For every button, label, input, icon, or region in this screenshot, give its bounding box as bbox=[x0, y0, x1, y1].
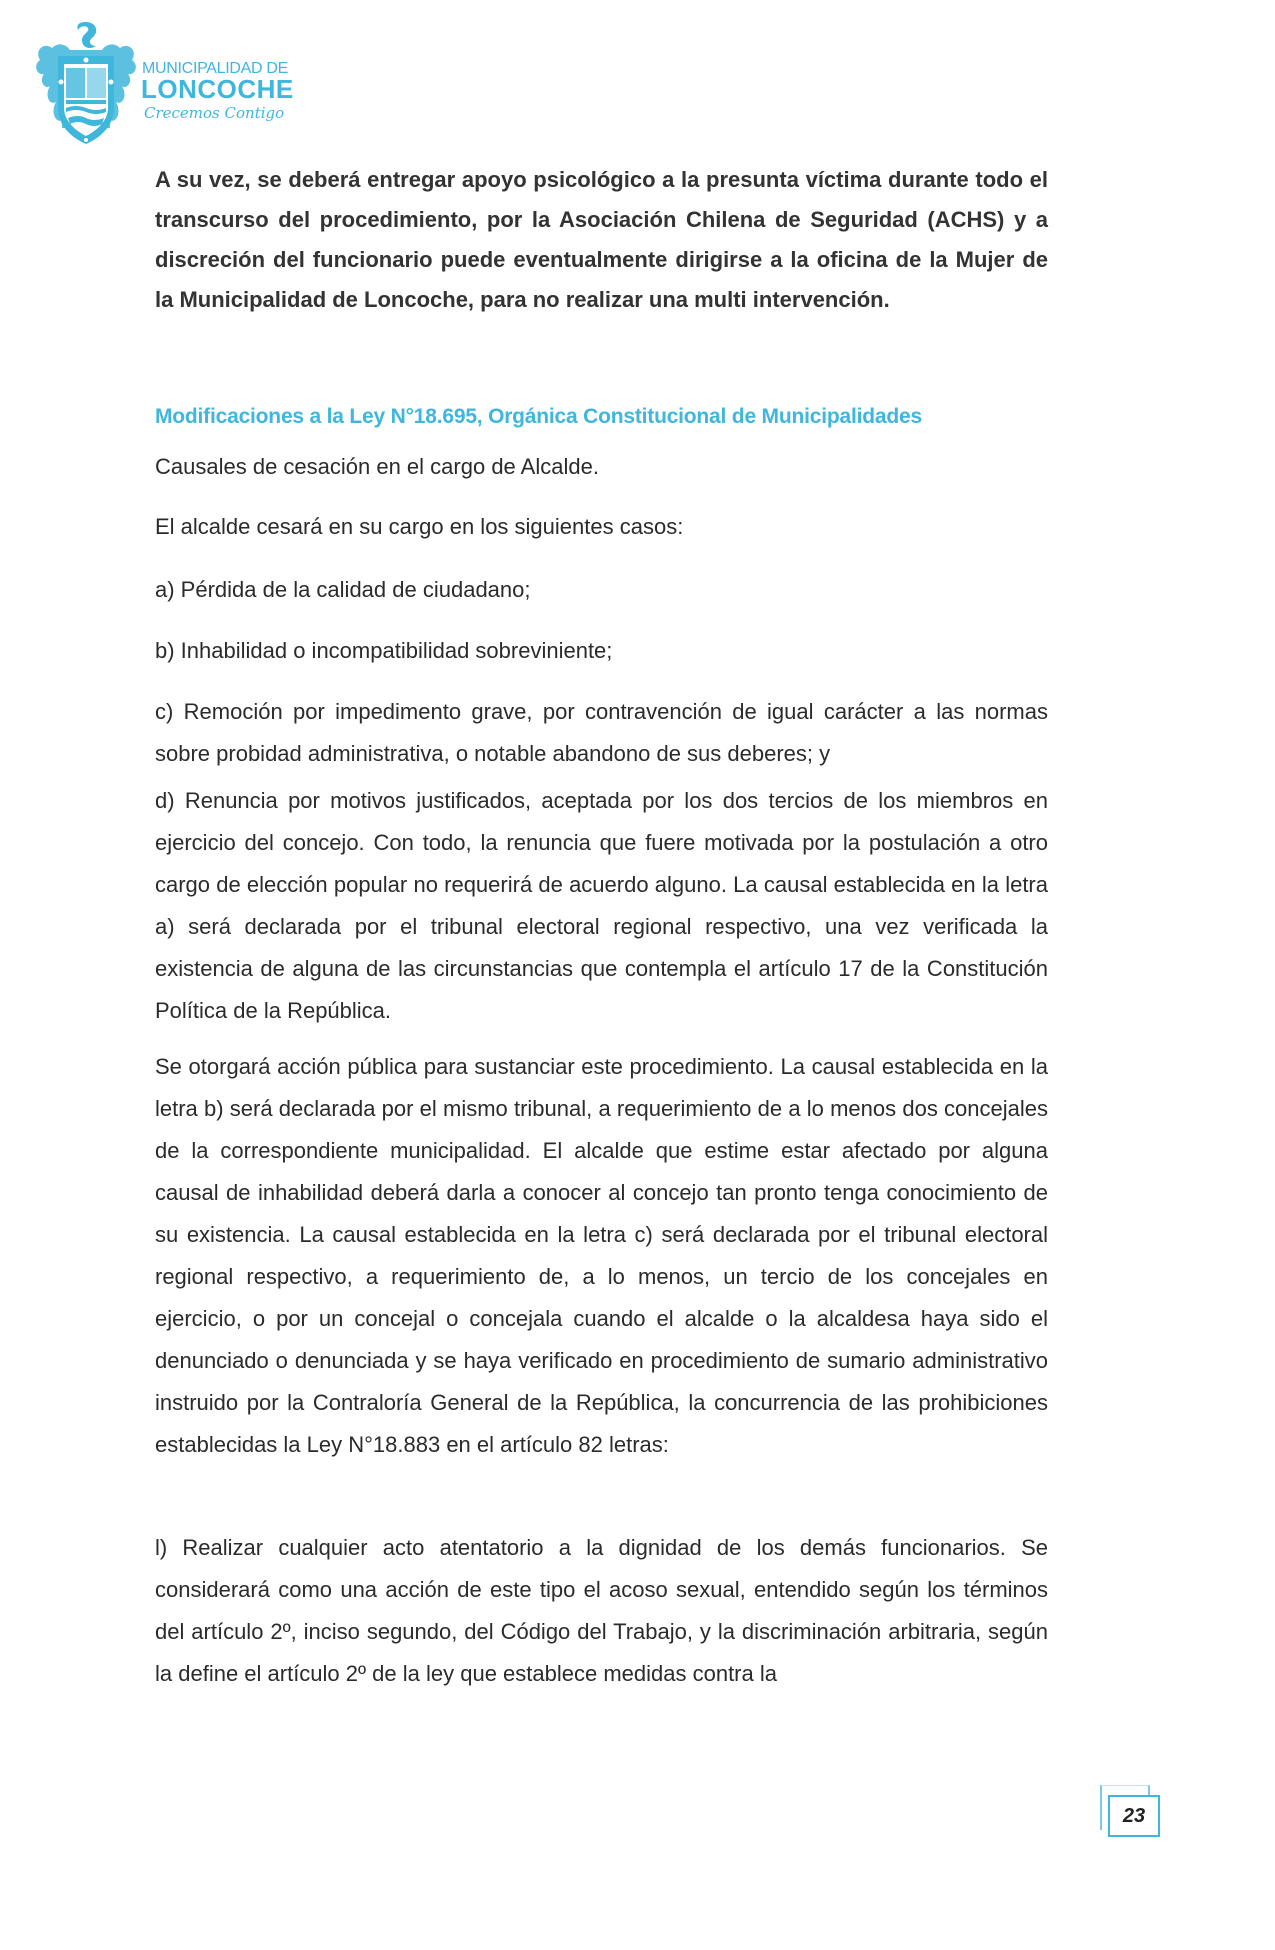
coat-of-arms-icon bbox=[30, 20, 142, 150]
logo-title-line1: MUNICIPALIDAD DE bbox=[142, 60, 289, 77]
paragraph: Se otorgará acción pública para sustanciar este procedimiento. La causal establecida en la letra b) será declarada por el mismo tribunal, a requerimiento de a lo menos dos concejales de la correspondiente municipalidad. El alcalde que estime estar afectado por alguna causal de inhabilidad deberá darla a conocer al concejo tan pronto tenga conocimiento de su existencia. La causal establecida en la letra c) será declarada por el tribunal electoral regional respectivo, a requerimiento de, a lo menos, un tercio de los concejales en ejercicio, o por un concejal o concejala cuando el alcalde o la alcaldesa haya sido el denunciado o denunciada y se haya verificado en procedimiento de sumario administrativo instruido por la Contraloría General de la República, la concurrencia de las prohibiciones establecidas la Ley N°18.883 en el artículo 82 letras: bbox=[155, 1054, 1048, 1457]
list-item-d: d) Renuncia por motivos justificados, aceptada por los dos tercios de los miembros en ejercicio del concejo. Con todo, la renuncia que fuere motivada por la postulación a otro cargo de elección popular no requerirá de acuerdo alguno. La causal establecida en la letra a) será declarada por el tribunal electoral regional respectivo, una vez verificada la existencia de alguna de las circunstancias que contempla el artículo 17 de la Constitución Política de la República. bbox=[155, 788, 1048, 1023]
list-item-a: a) Pérdida de la calidad de ciudadano; bbox=[155, 577, 531, 602]
page-number: 23 bbox=[1108, 1795, 1160, 1837]
intro-paragraph: A su vez, se deberá entregar apoyo psicológico a la presunta víctima durante todo el transcurso del procedimiento, por la Asociación Chilena de Seguridad (ACHS) y a discreción del funcionario puede eventualmente dirigirse a la oficina de la Mujer de la Municipalidad de Loncoche, para no realizar una multi intervención. bbox=[155, 167, 1048, 312]
list-item-b: b) Inhabilidad o incompatibilidad sobreviniente; bbox=[155, 638, 613, 663]
municipality-logo bbox=[30, 20, 300, 150]
page-number-box bbox=[1100, 1785, 1164, 1841]
logo-title-line2: LONCOCHE bbox=[141, 74, 294, 104]
list-item-c: c) Remoción por impedimento grave, por contravención de igual carácter a las normas sobre probidad administrativa, o notable abandono de sus deberes; y bbox=[155, 699, 1048, 766]
paragraph: El alcalde cesará en su cargo en los siguientes casos: bbox=[155, 514, 684, 539]
section-heading: Modificaciones a la Ley N°18.695, Orgánica Constitucional de Municipalidades bbox=[155, 405, 922, 428]
logo-tagline: Crecemos Contigo bbox=[144, 104, 285, 122]
list-item-l: l) Realizar cualquier acto atentatorio a la dignidad de los demás funcionarios. Se considerará como una acción de este tipo el acoso sexual, entendido según los términos del artículo 2º, inciso segundo, del Código del Trabajo, y la discriminación arbitraria, según la define el artículo 2º de la ley que establece medidas contra la bbox=[155, 1535, 1048, 1686]
paragraph: Causales de cesación en el cargo de Alcalde. bbox=[155, 454, 599, 479]
